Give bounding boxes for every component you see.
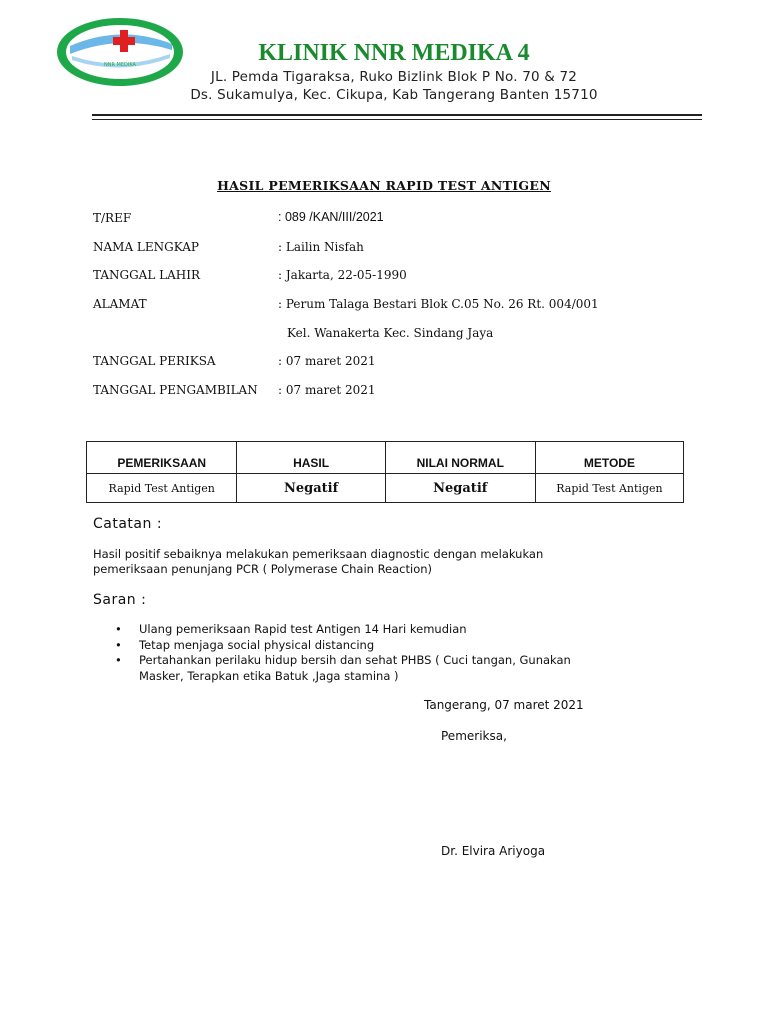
- table-row: [87, 474, 684, 503]
- logo-text: NNR MEDIKA: [104, 62, 136, 68]
- catatan-line-2: pemeriksaan penunjang PCR ( Polymerase Chain Reaction): [93, 562, 433, 576]
- list-item: • Pertahankan perilaku hidup bersih dan sehat PHBS ( Cuci tangan, Gunakan Masker, Terapkan etika Batuk ,Jaga stamina ): [115, 653, 571, 683]
- bullet-icon: •: [115, 653, 122, 667]
- field-label-address: ALAMAT: [93, 297, 147, 311]
- bullet-icon: •: [115, 622, 122, 636]
- signature-name: Dr. Elvira Ariyoga: [441, 844, 546, 858]
- saran-heading: Saran :: [93, 592, 147, 608]
- cell-nilai-normal: Negatif: [385, 474, 535, 503]
- field-value-ref: : 089 /KAN/III/2021: [278, 210, 384, 224]
- document-title: HASIL PEMERIKSAAN RAPID TEST ANTIGEN: [217, 178, 551, 193]
- signature-role: Pemeriksa,: [441, 729, 507, 743]
- results-table: [86, 441, 684, 503]
- results-header-row: [87, 442, 684, 474]
- clinic-name: KLINIK NNR MEDIKA 4: [258, 40, 530, 66]
- field-value-sample-date: : 07 maret 2021: [278, 383, 376, 397]
- field-value-birth: : Jakarta, 22-05-1990: [278, 268, 407, 282]
- field-label-name: NAMA LENGKAP: [93, 240, 199, 254]
- header-divider-thick: [92, 114, 702, 116]
- field-value-name: : Lailin Nisfah: [278, 240, 364, 254]
- field-label-sample-date: TANGGAL PENGAMBILAN: [93, 383, 258, 397]
- header-hasil: HASIL: [237, 442, 385, 474]
- field-value-address-line2: Kel. Wanakerta Kec. Sindang Jaya: [287, 326, 494, 340]
- header-pemeriksaan: PEMERIKSAAN: [87, 442, 237, 474]
- field-label-birth: TANGGAL LAHIR: [93, 268, 201, 282]
- bullet-icon: •: [115, 637, 122, 652]
- cell-pemeriksaan: Rapid Test Antigen: [87, 474, 237, 503]
- catatan-heading: Catatan :: [93, 516, 163, 532]
- address-line-2: Ds. Sukamulya, Kec. Cikupa, Kab Tangerang Banten 15710: [190, 87, 598, 103]
- header-divider-thin: [92, 119, 702, 120]
- field-value-exam-date: : 07 maret 2021: [278, 354, 376, 368]
- cell-hasil: Negatif: [237, 474, 385, 503]
- header-nilai-normal: NILAI NORMAL: [385, 442, 535, 474]
- field-value-address: : Perum Talaga Bestari Blok C.05 No. 26 Rt. 004/001: [278, 297, 599, 311]
- header-metode: METODE: [535, 442, 683, 474]
- saran-list: [93, 622, 653, 684]
- list-item: • Ulang pemeriksaan Rapid test Antigen 14 Hari kemudian: [115, 622, 467, 636]
- signature-place-date: Tangerang, 07 maret 2021: [424, 698, 584, 712]
- list-item: • Tetap menjaga social physical distancing: [115, 637, 375, 652]
- address-line-1: JL. Pemda Tigaraksa, Ruko Bizlink Blok P No. 70 & 72: [210, 69, 578, 85]
- field-label-exam-date: TANGGAL PERIKSA: [93, 354, 216, 368]
- catatan-line-1: Hasil positif sebaiknya melakukan pemeriksaan diagnostic dengan melakukan: [93, 547, 544, 561]
- cell-metode: Rapid Test Antigen: [535, 474, 683, 503]
- field-label-ref: T/REF: [93, 211, 132, 225]
